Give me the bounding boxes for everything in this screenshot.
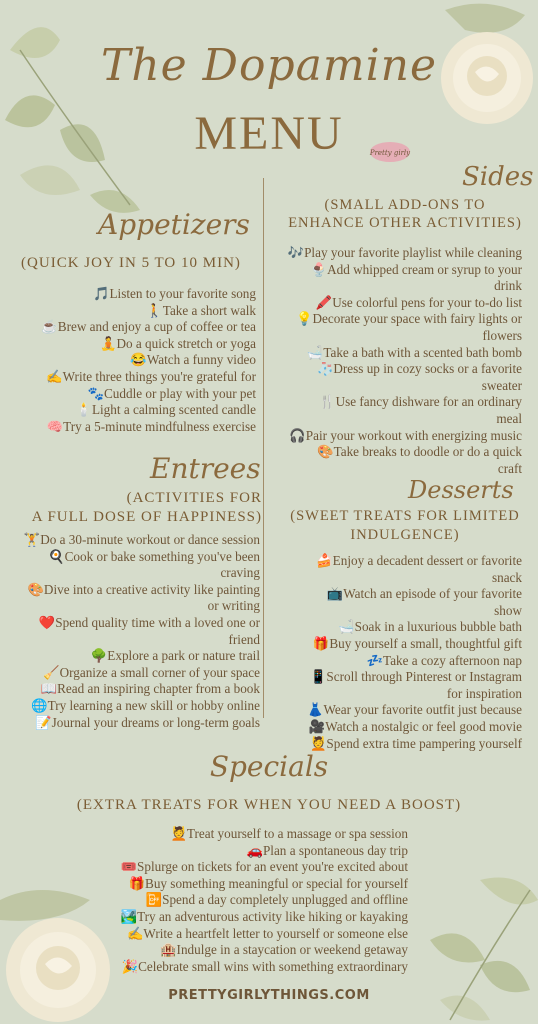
- specials-subheading: (EXTRA TREATS FOR WHEN YOU NEED A BOOST): [76, 797, 462, 813]
- list-item: 🎉Celebrate small wins with something extraordinary: [121, 958, 408, 974]
- sides-heading: Sides: [462, 162, 534, 192]
- desserts-subheading-line2: INDULGENCE): [350, 527, 460, 543]
- list-item: 📴Spend a day completely unplugged and offline: [145, 892, 408, 908]
- entrees-subheading-line2: A FULL DOSE OF HAPPINESS): [31, 509, 262, 525]
- list-item: 💤Take a cozy afternoon nap: [366, 652, 522, 668]
- list-item: meal: [496, 410, 522, 426]
- specials-heading: Specials: [209, 750, 329, 783]
- list-item: or writing: [207, 598, 260, 614]
- list-item: 🕯️Light a calming scented candle: [75, 402, 256, 418]
- list-item: 🖍️Use colorful pens for your to-do list: [315, 294, 522, 310]
- list-item: 🎨Take breaks to doodle or do a quick: [317, 444, 522, 460]
- sides-list: [270, 245, 522, 477]
- list-item: for inspiration: [446, 685, 522, 701]
- desserts-heading: Desserts: [408, 476, 514, 504]
- column-divider: [263, 178, 264, 718]
- appetizers-heading: Appetizers: [98, 208, 250, 241]
- list-item: 🎁Buy yourself a small, thoughtful gift: [312, 635, 522, 651]
- list-item: 📱Scroll through Pinterest or Instagram: [310, 669, 522, 685]
- list-item: flowers: [482, 327, 522, 343]
- list-item: 🎥Watch a nostalgic or feel good movie: [308, 718, 522, 734]
- list-item: ☕Brew and enjoy a cup of coffee or tea: [41, 319, 256, 335]
- specials-list: [60, 826, 408, 975]
- appetizers-subheading: (QUICK JOY IN 5 TO 10 MIN): [21, 255, 241, 271]
- list-item: 📝Journal your dreams or long-term goals: [35, 714, 260, 730]
- list-item: 🧦Dress up in cozy socks or a favorite: [316, 361, 522, 377]
- list-item: 🎟️Splurge on tickets for an event you're excited about: [120, 859, 408, 875]
- list-item: 👗Wear your favorite outfit just because: [307, 702, 522, 718]
- list-item: 🎶Play your favorite playlist while cleaning: [287, 245, 522, 260]
- list-item: ✍️Write a heartfelt letter to yourself or someone else: [127, 925, 408, 941]
- footer-site-url[interactable]: PRETTYGIRLYTHINGS.COM: [168, 988, 370, 1003]
- list-item: 🍨Add whipped cream or syrup to your: [310, 261, 522, 277]
- list-item: ❤️Spend quality time with a loved one or: [38, 614, 260, 630]
- list-item: craving: [220, 565, 260, 581]
- sides-subheading-line2: ENHANCE OTHER ACTIVITIES): [288, 215, 522, 231]
- list-item: friend: [228, 631, 260, 647]
- list-item: 🛁Soak in a luxurious bubble bath: [338, 619, 522, 635]
- list-item: 🍳Cook or bake something you've been: [48, 548, 260, 564]
- sides-subheading-line1: (SMALL ADD-ONS TO: [324, 197, 486, 213]
- title-script: The Dopamine: [100, 40, 438, 91]
- list-item: 🎨Dive into a creative activity like painting: [27, 581, 260, 597]
- list-item: 🚗Plan a spontaneous day trip: [246, 842, 408, 858]
- list-item: 💆Treat yourself to a massage or spa session: [170, 826, 408, 841]
- list-item: 💆Spend extra time pampering yourself: [310, 735, 522, 751]
- list-item: 🎧Pair your workout with energizing music: [289, 427, 522, 443]
- list-item: 🧹Organize a small corner of your space: [43, 664, 260, 680]
- list-item: 🛁Take a bath with a scented bath bomb: [306, 344, 522, 360]
- list-item: 🎵Listen to your favorite song: [93, 286, 256, 301]
- list-item: 🌐Try learning a new skill or hobby online: [31, 697, 260, 713]
- list-item: 🍰Enjoy a decadent dessert or favorite: [316, 553, 522, 568]
- entrees-heading: Entrees: [150, 452, 261, 485]
- list-item: 🧠Try a 5-minute mindfulness exercise: [46, 418, 256, 434]
- desserts-list: [270, 553, 522, 752]
- list-item: 🏞️Try an adventurous activity like hiking or kayaking: [120, 908, 408, 924]
- list-item: 📖Read an inspiring chapter from a book: [40, 681, 260, 697]
- entrees-list: [2, 532, 260, 731]
- logo-text: Pretty girly: [369, 149, 411, 157]
- title-menu: MENU: [194, 107, 344, 160]
- entrees-subheading-line1: (ACTIVITIES FOR: [126, 490, 262, 506]
- appetizers-list: [0, 286, 256, 435]
- list-item: drink: [494, 278, 522, 294]
- list-item: 🐾Cuddle or play with your pet: [87, 385, 256, 401]
- brand-logo: [368, 140, 412, 164]
- list-item: 🏨Indulge in a staycation or weekend getaway: [160, 942, 408, 958]
- list-item: 🚶Take a short walk: [146, 302, 256, 318]
- list-item: snack: [491, 569, 522, 585]
- list-item: 🧘Do a quick stretch or yoga: [100, 335, 256, 351]
- list-item: craft: [497, 460, 522, 476]
- list-item: sweater: [481, 377, 522, 393]
- desserts-subheading-line1: (SWEET TREATS FOR LIMITED: [290, 508, 520, 524]
- list-item: 🎁Buy something meaningful or special for yourself: [128, 875, 408, 891]
- list-item: 📺Watch an episode of your favorite: [326, 586, 522, 602]
- list-item: 💡Decorate your space with fairy lights or: [296, 311, 522, 327]
- list-item: 🏋️Do a 30-minute workout or dance session: [23, 532, 260, 547]
- list-item: show: [494, 602, 522, 618]
- list-item: ✍️Write three things you're grateful for: [46, 368, 256, 384]
- list-item: 😂Watch a funny video: [130, 352, 256, 368]
- list-item: 🍴Use fancy dishware for an ordinary: [319, 394, 522, 410]
- list-item: 🌳Explore a park or nature trail: [90, 648, 260, 664]
